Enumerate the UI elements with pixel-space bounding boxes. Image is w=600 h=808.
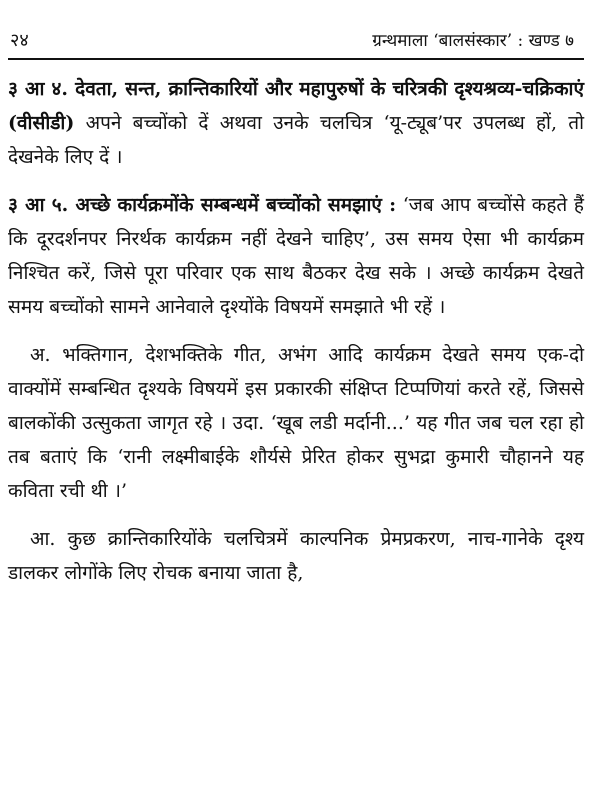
paragraph-3a5 xyxy=(8,188,584,324)
page-header xyxy=(8,28,584,54)
paragraph-aa xyxy=(8,522,584,590)
paragraph-3a4 xyxy=(8,72,584,174)
paragraph-body: आ. कुछ क्रान्तिकारियोंके चलचित्रमें काल्पनिक प्रेमप्रकरण, नाच-गानेके दृश्य डालकर लोगोंके लिए रोचक बनाया जाता है, xyxy=(8,528,584,584)
paragraph-lead: ३ आ ४. देवता, सन्त, क्रान्तिकारियों और महापुरुषों के चरित्रकी दृश्यश्रव्य-चक्रिकाएं (वीसीडी) xyxy=(8,78,584,134)
paragraph-body: अ. भक्तिगान, देशभक्तिके गीत, अभंग आदि कार्यक्रम देखते समय एक-दो वाक्योंमें सम्बन्धित दृश्यके विषयमें इस प्रकारकी संक्षिप्त टिप्पणियां करते रहें, जिससे बालकोंकी उत्सुकता जागृत रहे । उदा. ‘खूब लडी मर्दानी...’ यह गीत जब चल रहा हो तब बताएं कि ‘रानी लक्ष्मीबाईके शौर्यसे प्रेरित होकर सुभद्रा कुमारी चौहानने यह कविता रची थी ।’ xyxy=(8,344,584,502)
paragraph-lead: ३ आ ५. अच्छे कार्यक्रमोंके सम्बन्धमें बच्चोंको समझाएं : xyxy=(8,194,397,216)
paragraph-body: अपने बच्चोंको दें अथवा उनके चलचित्र ‘यू-ट्यूब’पर उपलब्ध हों, तो देखनेके लिए दें । xyxy=(8,112,584,168)
header-rule xyxy=(8,58,584,60)
running-title: ग्रन्थमाला ‘बालसंस्कार’ : खण्ड ७ xyxy=(372,31,574,51)
page-number: २४ xyxy=(10,30,29,51)
paragraph-a xyxy=(8,338,584,508)
paragraph-body: ‘जब आप बच्चोंसे कहते हैं कि दूरदर्शनपर निरर्थक कार्यक्रम नहीं देखने चाहिए’, उस समय ऐसा भी कार्यक्रम निश्‍चित करें, जिसे पूरा परिवार एक साथ बैठकर देख सके । अच्छे कार्यक्रम देखते समय बच्चोंको सामने आनेवाले दृश्योंके विषयमें समझाते भी रहें । xyxy=(8,194,584,318)
